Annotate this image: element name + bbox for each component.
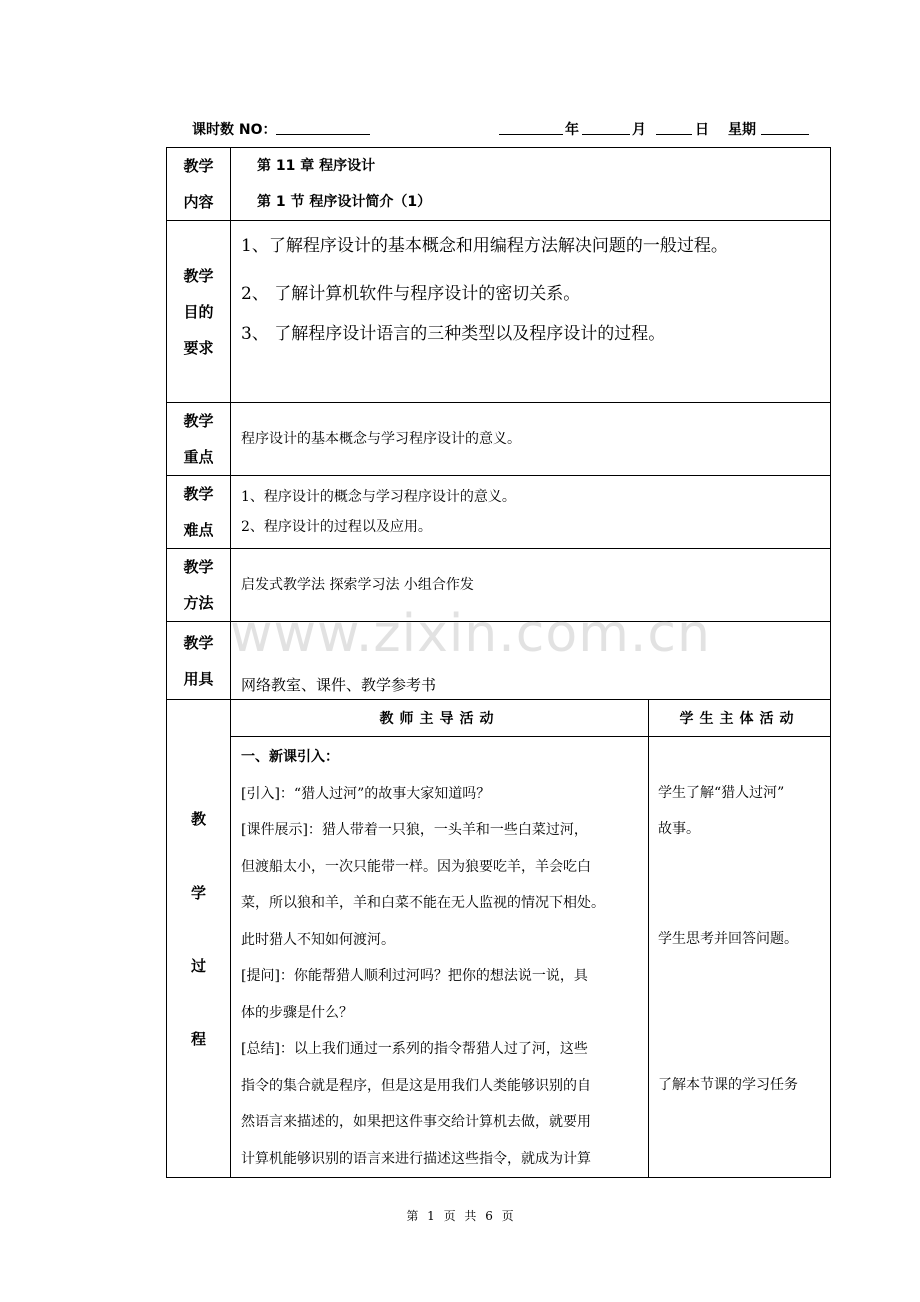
teacher-line: 计算机能够识别的语言来进行描述这些指令，就成为计算 xyxy=(241,1150,591,1167)
objectives-label: 教学 目的 要求 xyxy=(167,221,231,403)
methods-row xyxy=(167,549,831,622)
content-row xyxy=(167,148,831,221)
student-note: 学生了解“猎人过河” xyxy=(658,785,785,801)
teacher-line: 然语言来描述的，如果把这件事交给计算机去做，就要用 xyxy=(241,1114,591,1130)
page-footer: 第 1 页 共 6 页 xyxy=(406,1209,514,1223)
year-blank xyxy=(499,119,563,136)
chapter-title: 第 11 章 程序设计 xyxy=(257,158,376,174)
tools-text: 网络教室、课件、教学参考书 xyxy=(231,622,831,700)
teacher-line: 此时猎人不知如何渡河。 xyxy=(241,931,395,948)
difficulties-row xyxy=(167,476,831,549)
methods-text: 启发式教学法 探索学习法 小组合作发 xyxy=(231,549,831,622)
teacher-line: 菜，所以狼和羊，羊和白菜不能在无人监视的情况下相处。 xyxy=(241,895,605,911)
process-label: 教 学 过 程 xyxy=(167,700,231,1178)
month-blank xyxy=(582,119,630,136)
objective-item: 2、 了解计算机软件与程序设计的密切关系。 xyxy=(241,284,581,304)
teacher-line: 一、新课引入： xyxy=(241,749,339,765)
difficulties-label: 教学 难点 xyxy=(167,476,231,549)
tools-row xyxy=(167,622,831,700)
year-label: 年 xyxy=(565,122,579,138)
objectives-row xyxy=(167,221,831,403)
key-points-text: 程序设计的基本概念与学习程序设计的意义。 xyxy=(231,403,831,476)
student-note: 了解本节课的学习任务 xyxy=(658,1077,798,1093)
weekday-label: 星期 xyxy=(728,122,756,138)
process-content-row xyxy=(167,737,831,1178)
difficulties-list xyxy=(231,476,831,549)
process-header-row xyxy=(167,700,831,737)
teacher-line: [引入]：“猎人过河”的故事大家知道吗？ xyxy=(241,785,491,802)
day-label: 日 xyxy=(695,122,709,138)
difficulty-item: 1、程序设计的概念与学习程序设计的意义。 xyxy=(241,489,516,505)
lesson-header xyxy=(190,119,815,143)
watermark: www.zixin.com.cn xyxy=(230,604,711,664)
teacher-activity-content xyxy=(231,737,649,1178)
student-activity-header: 学生主体活动 xyxy=(649,700,831,737)
class-number-blank xyxy=(276,119,370,136)
student-note: 学生思考并回答问题。 xyxy=(658,931,798,947)
objectives-list xyxy=(231,221,831,403)
key-points-label: 教学 重点 xyxy=(167,403,231,476)
lesson-plan-table xyxy=(166,147,831,1178)
teacher-line: 体的步骤是什么？ xyxy=(241,1004,353,1021)
section-title: 第 1 节 程序设计简介（1） xyxy=(257,194,432,210)
key-points-row xyxy=(167,403,831,476)
objective-item: 3、 了解程序设计语言的三种类型以及程序设计的过程。 xyxy=(241,324,666,344)
content-label: 教学 内容 xyxy=(167,148,231,221)
teacher-line: 但渡船太小，一次只能带一样。因为狼要吃羊，羊会吃白 xyxy=(241,858,591,875)
tools-label: 教学 用具 xyxy=(167,622,231,700)
student-activity-content xyxy=(649,737,831,1178)
teacher-line: 指令的集合就是程序，但是这是用我们人类能够识别的自 xyxy=(241,1077,591,1094)
weekday-blank xyxy=(761,119,809,136)
day-blank xyxy=(656,119,692,136)
student-note: 故事。 xyxy=(658,821,700,837)
difficulty-item: 2、程序设计的过程以及应用。 xyxy=(241,519,432,535)
teacher-line: [提问]：你能帮猎人顺利过河吗？把你的想法说一说，具 xyxy=(241,968,588,984)
month-label: 月 xyxy=(632,122,646,138)
teacher-line: [总结]：以上我们通过一系列的指令帮猎人过了河，这些 xyxy=(241,1041,588,1057)
methods-label: 教学 方法 xyxy=(167,549,231,622)
teacher-activity-header: 教师主导活动 xyxy=(231,700,649,737)
objective-item: 1、了解程序设计的基本概念和用编程方法解决问题的一般过程。 xyxy=(241,236,728,256)
content-title xyxy=(231,148,831,221)
teacher-line: [课件展示]：猎人带着一只狼，一头羊和一些白菜过河， xyxy=(241,822,588,838)
class-hours-label: 课时数 NO： xyxy=(192,122,277,138)
